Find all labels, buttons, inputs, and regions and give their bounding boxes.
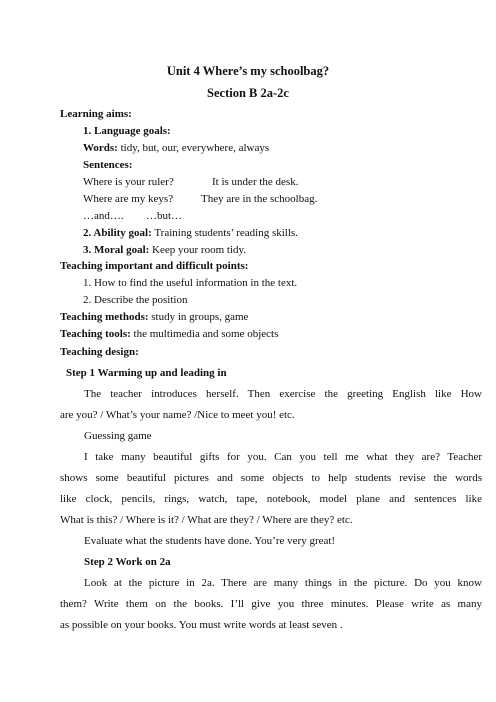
teaching-tools-line xyxy=(60,327,278,341)
step1-para2-line3: like clock, pencils, rings, watch, tape, notebook, model plane and sentences like xyxy=(60,493,482,505)
step2-heading: Step 2 Work on 2a xyxy=(84,556,171,568)
step1-para2-line2: shows some beautiful pictures and some objects to help students revise the words xyxy=(60,472,482,484)
pattern-but: …but… xyxy=(146,210,183,222)
sentence1-question: Where is your ruler? xyxy=(83,176,174,188)
evaluate-line: Evaluate what the students have done. You’re very great! xyxy=(84,535,336,547)
pattern-and: …and…. xyxy=(83,210,124,222)
teaching-design-heading: Teaching design: xyxy=(60,346,139,358)
step1-para2-line4: What is this? / Where is it? / What are they? / Where are they? etc. xyxy=(60,514,353,526)
important-points-heading: Teaching important and difficult points: xyxy=(60,260,249,272)
important-point-1: 1. How to find the useful information in the text. xyxy=(83,277,298,289)
ability-goal-label: 2. Ability goal: xyxy=(83,227,152,239)
sentence2-question: Where are my keys? xyxy=(83,193,174,205)
step1-para1-line2: are you? / What’s your name? /Nice to meet you! etc. xyxy=(60,409,295,421)
sentence1-answer: It is under the desk. xyxy=(212,176,299,188)
step1-para1-line1: The teacher introduces herself. Then exercise the greeting English like How xyxy=(84,388,482,400)
step2-line1: Look at the picture in 2a. There are many things in the picture. Do you know xyxy=(84,577,482,589)
moral-goal-label: 3. Moral goal: xyxy=(83,244,150,256)
step1-para2-line1: I take many beautiful gifts for you. Can you tell me what they are? Teacher xyxy=(84,451,482,463)
words-label: Words: xyxy=(83,142,118,154)
words-list: tidy, but, our, everywhere, always xyxy=(120,142,270,154)
step2-line2: them? Write them on the books. I’ll give you three minutes. Please write as many xyxy=(60,598,482,610)
teaching-methods-line xyxy=(60,310,248,324)
important-point-2: 2. Describe the position xyxy=(83,294,188,306)
step1-heading: Step 1 Warming up and leading in xyxy=(66,367,227,379)
guessing-game-label: Guessing game xyxy=(84,430,152,442)
teaching-methods-text: study in groups, game xyxy=(151,311,249,323)
sentences-heading: Sentences: xyxy=(83,159,133,171)
teaching-tools-label: Teaching tools: xyxy=(60,328,131,340)
sentence2-answer: They are in the schoolbag. xyxy=(201,193,318,205)
teaching-methods-label: Teaching methods: xyxy=(60,311,149,323)
ability-goal-line xyxy=(83,226,298,240)
document-title: Unit 4 Where’s my schoolbag? xyxy=(166,64,330,78)
ability-goal-text: Training students’ reading skills. xyxy=(154,227,298,239)
learning-aims-heading: Learning aims: xyxy=(60,108,132,120)
language-goals-heading: 1. Language goals: xyxy=(83,125,171,137)
step2-line3: as possible on your books. You must write words at least seven . xyxy=(60,619,343,631)
moral-goal-text: Keep your room tidy. xyxy=(152,244,247,256)
words-line xyxy=(83,141,269,155)
teaching-tools-text: the multimedia and some objects xyxy=(133,328,279,340)
document-subtitle: Section B 2a-2c xyxy=(207,86,289,100)
moral-goal-line xyxy=(83,243,246,257)
